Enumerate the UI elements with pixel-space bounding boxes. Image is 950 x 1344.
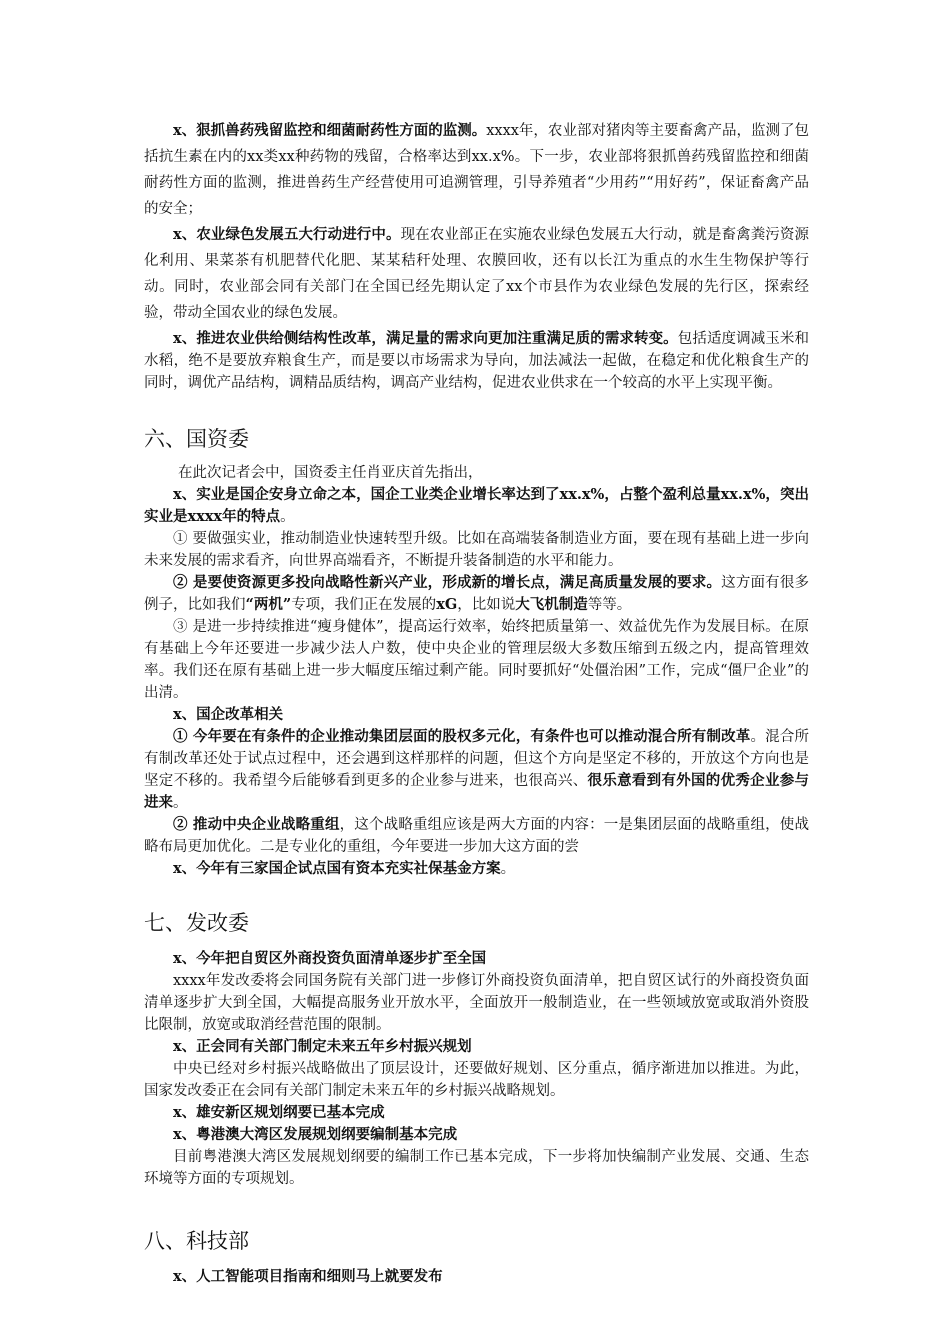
- gzw-item-6-end: 。: [173, 795, 188, 811]
- agri-paragraph-1: [144, 118, 809, 222]
- gzw-item-3-c: 专项，我们正在发展的: [291, 597, 437, 613]
- gzw-item-3-g: 等等。: [587, 597, 632, 613]
- gzw-item-3-d: xG: [436, 596, 458, 613]
- gzw-item-6: [144, 726, 809, 814]
- gzw-item-2: ① 要做强实业，推动制造业快速转型升级。比如在高端装备制造业方面，要在现有基础上进一步向未来发展的需求看齐，向世界高端看齐，不断提升装备制造的水平和能力。: [144, 531, 809, 569]
- document-page: [144, 118, 809, 1288]
- agri-p1-heading: x、狠抓兽药残留监控和细菌耐药性方面的监测。: [173, 122, 487, 139]
- gzw-item-8-bold: x、今年有三家国企试点国有资本充实社保基金方案: [173, 860, 501, 877]
- section-title-fgw: 七、发改委: [144, 911, 249, 935]
- fgw-body: [144, 948, 809, 1190]
- agri-p3-heading: x、推进农业供给侧结构性改革，满足量的需求向更加注重满足质的需求转变。: [173, 330, 678, 347]
- fgw-text-2: 中央已经对乡村振兴战略做出了顶层设计，还要做好规划、区分重点，循序渐进加以推进。为此，国家发改委正在会同有关部门制定未来五年的乡村振兴战略规划。: [144, 1061, 809, 1099]
- fgw-heading-2: x、正会同有关部门制定未来五年乡村振兴规划: [173, 1038, 472, 1055]
- section-title-kjb: 八、科技部: [144, 1229, 249, 1253]
- agri-p2-heading: x、农业绿色发展五大行动进行中。: [173, 226, 401, 243]
- fgw-heading-3: x、雄安新区规划纲要已基本完成: [173, 1104, 385, 1121]
- gzw-body: [144, 462, 809, 880]
- gzw-item-8: [144, 858, 809, 880]
- gzw-item-3-b: “两机”: [245, 596, 292, 613]
- kjb-body: [144, 1266, 809, 1288]
- gzw-item-1-bold: x、实业是国企安身立命之本，国企工业类企业增长率达到了xx.x%，占整个盈利总量xx.x%，突出实业是xxxx年的特点: [144, 486, 809, 525]
- fgw-text-4: 目前粤港澳大湾区发展规划纲要的编制工作已基本完成，下一步将加快编制产业发展、交通、生态环境等方面的专项规划。: [144, 1149, 809, 1187]
- agri-p1-text: xxxx年，农业部对猪肉等主要畜禽产品，监测了包括抗生素在内的xx类xx种药物的残留，合格率达到xx.x%。下一步，农业部将狠抓兽药残留监控和细菌耐药性方面的监测，推进兽药生产经营使用可追溯管理，引导养殖者“少用药”“用好药”，保证畜禽产品的安全；: [144, 123, 809, 217]
- kjb-heading-1: x、人工智能项目指南和细则马上就要发布: [173, 1268, 443, 1285]
- gzw-item-8-end: 。: [500, 861, 516, 877]
- gzw-item-7: [144, 814, 809, 858]
- gzw-item-3-f: 大飞机制造: [515, 596, 588, 613]
- agri-paragraph-3: [144, 328, 809, 394]
- agri-p3-text: 包括适度调减玉米和水稻，绝不是要放弃粮食生产，而是要以市场需求为导向，加法减法一起做，在稳定和优化粮食生产的同时，调优产品结构，调精品质结构，调高产业结构，促进农业供求在一个较高的水平上实现平衡。: [144, 331, 809, 391]
- gzw-intro: 在此次记者会中，国资委主任肖亚庆首先指出，: [178, 465, 483, 481]
- gzw-item-1-end: 。: [280, 509, 295, 525]
- fgw-heading-1: x、今年把自贸区外商投资负面清单逐步扩至全国: [173, 950, 487, 967]
- gzw-item-3-e: ，比如说: [457, 597, 516, 613]
- gzw-item-6-bold2: 很乐意看到有外国的优秀企业参与进来: [144, 772, 810, 811]
- gzw-item-4: ③ 是进一步持续推进“瘦身健体”，提高运行效率，始终把质量第一、效益优先作为发展目标。在原有基础上今年还要进一步减少法人户数，使中央企业的管理层级大多数压缩到五级之内，提高管理效率。我们还在原有基础上进一步大幅度压缩过剩产能。同时要抓好“处僵治困”工作，完成“僵尸企业”的出清。: [144, 619, 809, 701]
- gzw-item-6-bold: ① 今年要在有条件的企业推动集团层面的股权多元化，有条件也可以推动混合所有制改革: [173, 728, 751, 745]
- fgw-text-1: xxxx年发改委将会同国务院有关部门进一步修订外商投资负面清单，把自贸区试行的外商投资负面清单逐步扩大到全国，大幅提高服务业开放水平，全面放开一般制造业，在一些领域放宽或取消外资股比限制，放宽或取消经营范围的限制。: [144, 973, 809, 1033]
- gzw-item-3-a: 这方面有很多例子，比如我们: [144, 575, 810, 613]
- gzw-item-6-text: 。混合所有制改革还处于试点过程中，还会遇到这样那样的问题，但这个方向是坚定不移的，开放这个方向也是坚定不移的。我希望今后能够看到更多的企业参与进来，也很高兴、: [144, 729, 810, 789]
- gzw-item-7-bold: ② 推动中央企业战略重组: [173, 816, 340, 833]
- gzw-item-3-bold: ② 是要使资源更多投向战略性新兴产业，形成新的增长点，满足高质量发展的要求。: [173, 574, 722, 591]
- agri-paragraph-2: [144, 222, 809, 326]
- fgw-heading-4: x、粤港澳大湾区发展规划纲要编制基本完成: [173, 1126, 458, 1143]
- gzw-item-3: [144, 572, 809, 616]
- agri-p2-text: 现在农业部正在实施农业绿色发展五大行动，就是畜禽粪污资源化利用、果菜茶有机肥替代化肥、某某秸秆处理、农膜回收，还有以长江为重点的水生生物保护等行动。同时，农业部会同有关部门在全国已经先期认定了xx个市县作为农业绿色发展的先行区，探索经验，带动全国农业的绿色发展。: [144, 227, 809, 321]
- section-title-gzw: 六、国资委: [144, 427, 249, 451]
- gzw-item-5: x、国企改革相关: [173, 706, 284, 723]
- gzw-item-7-text: ，这个战略重组应该是两大方面的内容：一是集团层面的战略重组，使战略布局更加优化。二是专业化的重组，今年要进一步加大这方面的尝: [144, 817, 809, 855]
- gzw-item-1: [144, 484, 809, 528]
